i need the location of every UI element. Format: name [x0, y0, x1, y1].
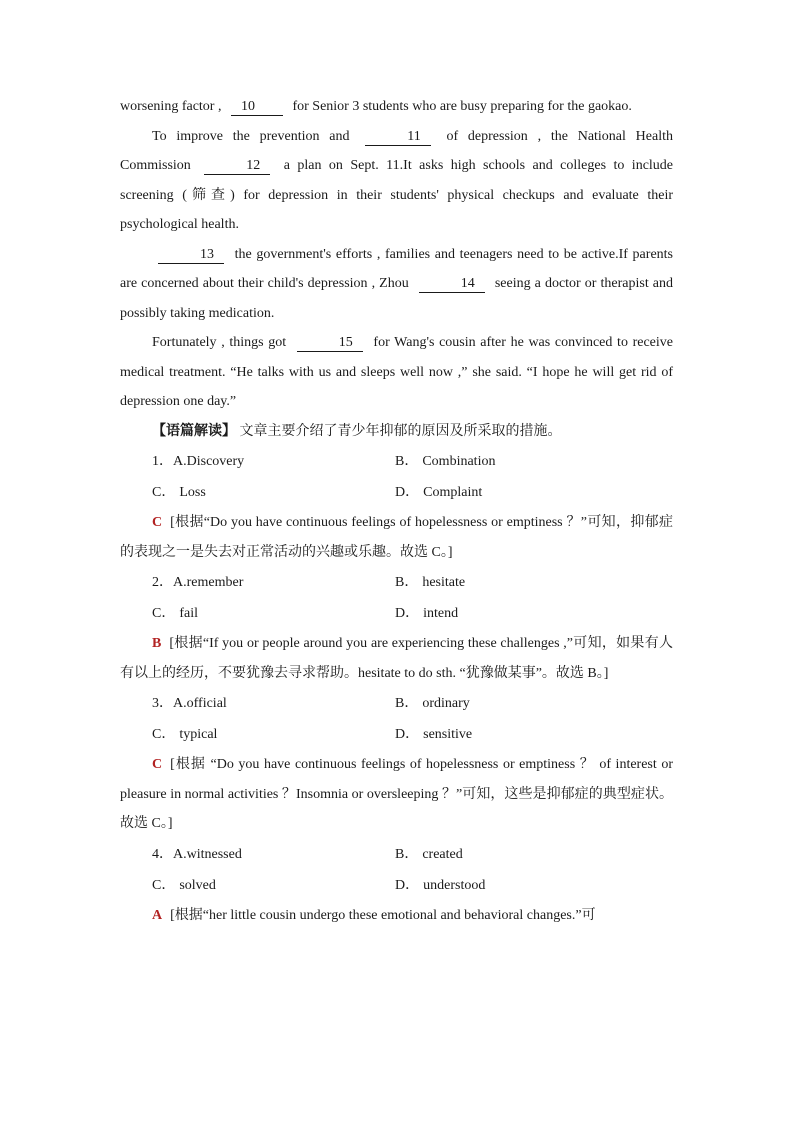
- option-text: solved: [179, 877, 216, 893]
- text: a plan on Sept. 11.It asks high schools and colleges to include screening (筛查) for depression in their students' physical checkups and evaluate their psychological health.: [120, 158, 674, 232]
- passage-paragraph-4: [120, 328, 673, 417]
- option-a: [152, 839, 395, 870]
- answer-key: C: [152, 515, 163, 530]
- option-b: [395, 839, 638, 870]
- text: worsening factor ,: [120, 99, 225, 114]
- explanation-text: [根据“If you or people around you are experiencing these challenges ,”可知，如果有人有以上的经历，不要犹豫去寻求帮助。hesitate to do sth. “犹豫做某事”。故选 B。]: [120, 636, 673, 681]
- answer-explanation: [120, 629, 673, 688]
- answer-key: A: [152, 907, 163, 923]
- blank-11: 11: [365, 129, 430, 146]
- option-b: [395, 567, 638, 598]
- option-text: Combination: [422, 454, 496, 469]
- passage-paragraph-3: [120, 240, 673, 329]
- text: Fortunately , things got: [152, 335, 291, 350]
- option-text: created: [422, 846, 463, 862]
- option-text: understood: [423, 877, 486, 893]
- option-text: remember: [186, 575, 244, 590]
- answer-explanation: [120, 508, 673, 567]
- explanation-text: [根据“her little cousin undergo these emotional and behavioral changes.”可: [170, 907, 596, 923]
- options-row: [120, 567, 673, 598]
- option-letter: C．: [152, 727, 176, 742]
- blank-15: 15: [297, 335, 363, 352]
- text: for Wang's cousin after he was convinced to receive medical treatment. “He talks with us and sleeps well now ,” she said. “I hope he will get rid of depression one day.”: [120, 335, 674, 409]
- option-letter: D．: [395, 877, 420, 893]
- question-1: [120, 446, 673, 567]
- option-text: typical: [179, 727, 218, 742]
- option-text: hesitate: [422, 575, 466, 590]
- text: the government's efforts , families and teenagers need to be active.If parents are concerned about their child's depression , Zhou: [120, 246, 673, 291]
- document-page: [120, 92, 673, 930]
- blank-10: 10: [231, 99, 283, 116]
- option-letter: A.: [173, 454, 187, 469]
- blank-14: 14: [419, 276, 485, 293]
- option-d: [395, 477, 638, 508]
- option-d: [395, 719, 638, 750]
- text: To improve the prevention and: [152, 128, 360, 144]
- options-row: [120, 446, 673, 477]
- answer-key: C: [152, 757, 163, 772]
- option-letter: C．: [152, 877, 176, 893]
- option-letter: D．: [395, 727, 420, 742]
- summary: [120, 417, 673, 447]
- option-letter: B．: [395, 454, 419, 469]
- question-4: [120, 839, 673, 931]
- blank-12: 12: [204, 158, 270, 175]
- question-3: [120, 688, 673, 839]
- option-b: [395, 446, 638, 477]
- option-text: witnessed: [186, 846, 242, 862]
- option-letter: D．: [395, 485, 420, 500]
- option-text: Loss: [179, 485, 206, 500]
- option-letter: A.: [173, 846, 187, 862]
- option-b: [395, 688, 638, 719]
- passage-paragraph-2: [120, 122, 673, 240]
- passage-paragraph-1: [120, 92, 673, 122]
- answer-explanation: [120, 750, 673, 839]
- options-row: [120, 688, 673, 719]
- option-text: Complaint: [423, 485, 483, 500]
- option-a: [152, 567, 395, 598]
- text: seeing a doctor or therapist and possibly taking medication.: [120, 276, 673, 321]
- options-row: [120, 839, 673, 870]
- option-text: intend: [423, 606, 459, 621]
- text: for Senior 3 students who are busy preparing for the gaokao.: [288, 99, 632, 114]
- question-number: 4．: [152, 846, 173, 862]
- option-d: [395, 870, 638, 901]
- summary-label: 【语篇解读】: [152, 423, 236, 439]
- option-letter: B．: [395, 696, 419, 711]
- option-letter: C．: [152, 485, 176, 500]
- option-letter: D．: [395, 606, 420, 621]
- explanation-text: [根据“Do you have continuous feelings of hopelessness or emptiness ？”可知，抑郁症的表现之一是失去对正常活动的兴趣或乐趣。故选 C。]: [120, 515, 673, 560]
- question-number: 1．: [152, 454, 173, 469]
- blank-13: 13: [158, 247, 224, 264]
- option-text: fail: [179, 606, 198, 621]
- option-letter: A.: [173, 575, 187, 590]
- option-text: Discovery: [186, 454, 245, 469]
- text: of depression , the National Health Commission: [120, 128, 673, 173]
- option-text: ordinary: [422, 696, 470, 711]
- options-row: [120, 598, 673, 629]
- option-a: [152, 688, 395, 719]
- question-number: 2．: [152, 575, 173, 590]
- option-c: [152, 870, 395, 901]
- options-row: [120, 870, 673, 901]
- option-text: sensitive: [423, 727, 473, 742]
- answer-explanation: [120, 901, 673, 931]
- answer-key: B: [152, 636, 162, 651]
- option-c: [152, 719, 395, 750]
- option-letter: C．: [152, 606, 176, 621]
- option-text: official: [186, 696, 227, 711]
- option-letter: B．: [395, 575, 419, 590]
- question-2: [120, 567, 673, 688]
- options-row: [120, 719, 673, 750]
- option-c: [152, 598, 395, 629]
- option-c: [152, 477, 395, 508]
- question-number: 3．: [152, 696, 173, 711]
- explanation-text: [根据 “Do you have continuous feelings of hopelessness or emptiness ？ of interest or pleasure in normal activities ？Insomnia or oversleeping ？”可知，这些是抑郁症的典型症状。故选 C。]: [120, 757, 673, 831]
- option-letter: A.: [173, 696, 187, 711]
- option-a: [152, 446, 395, 477]
- option-letter: B．: [395, 846, 419, 862]
- option-d: [395, 598, 638, 629]
- summary-text: 文章主要介绍了青少年抑郁的原因及所采取的措施。: [236, 423, 562, 439]
- options-row: [120, 477, 673, 508]
